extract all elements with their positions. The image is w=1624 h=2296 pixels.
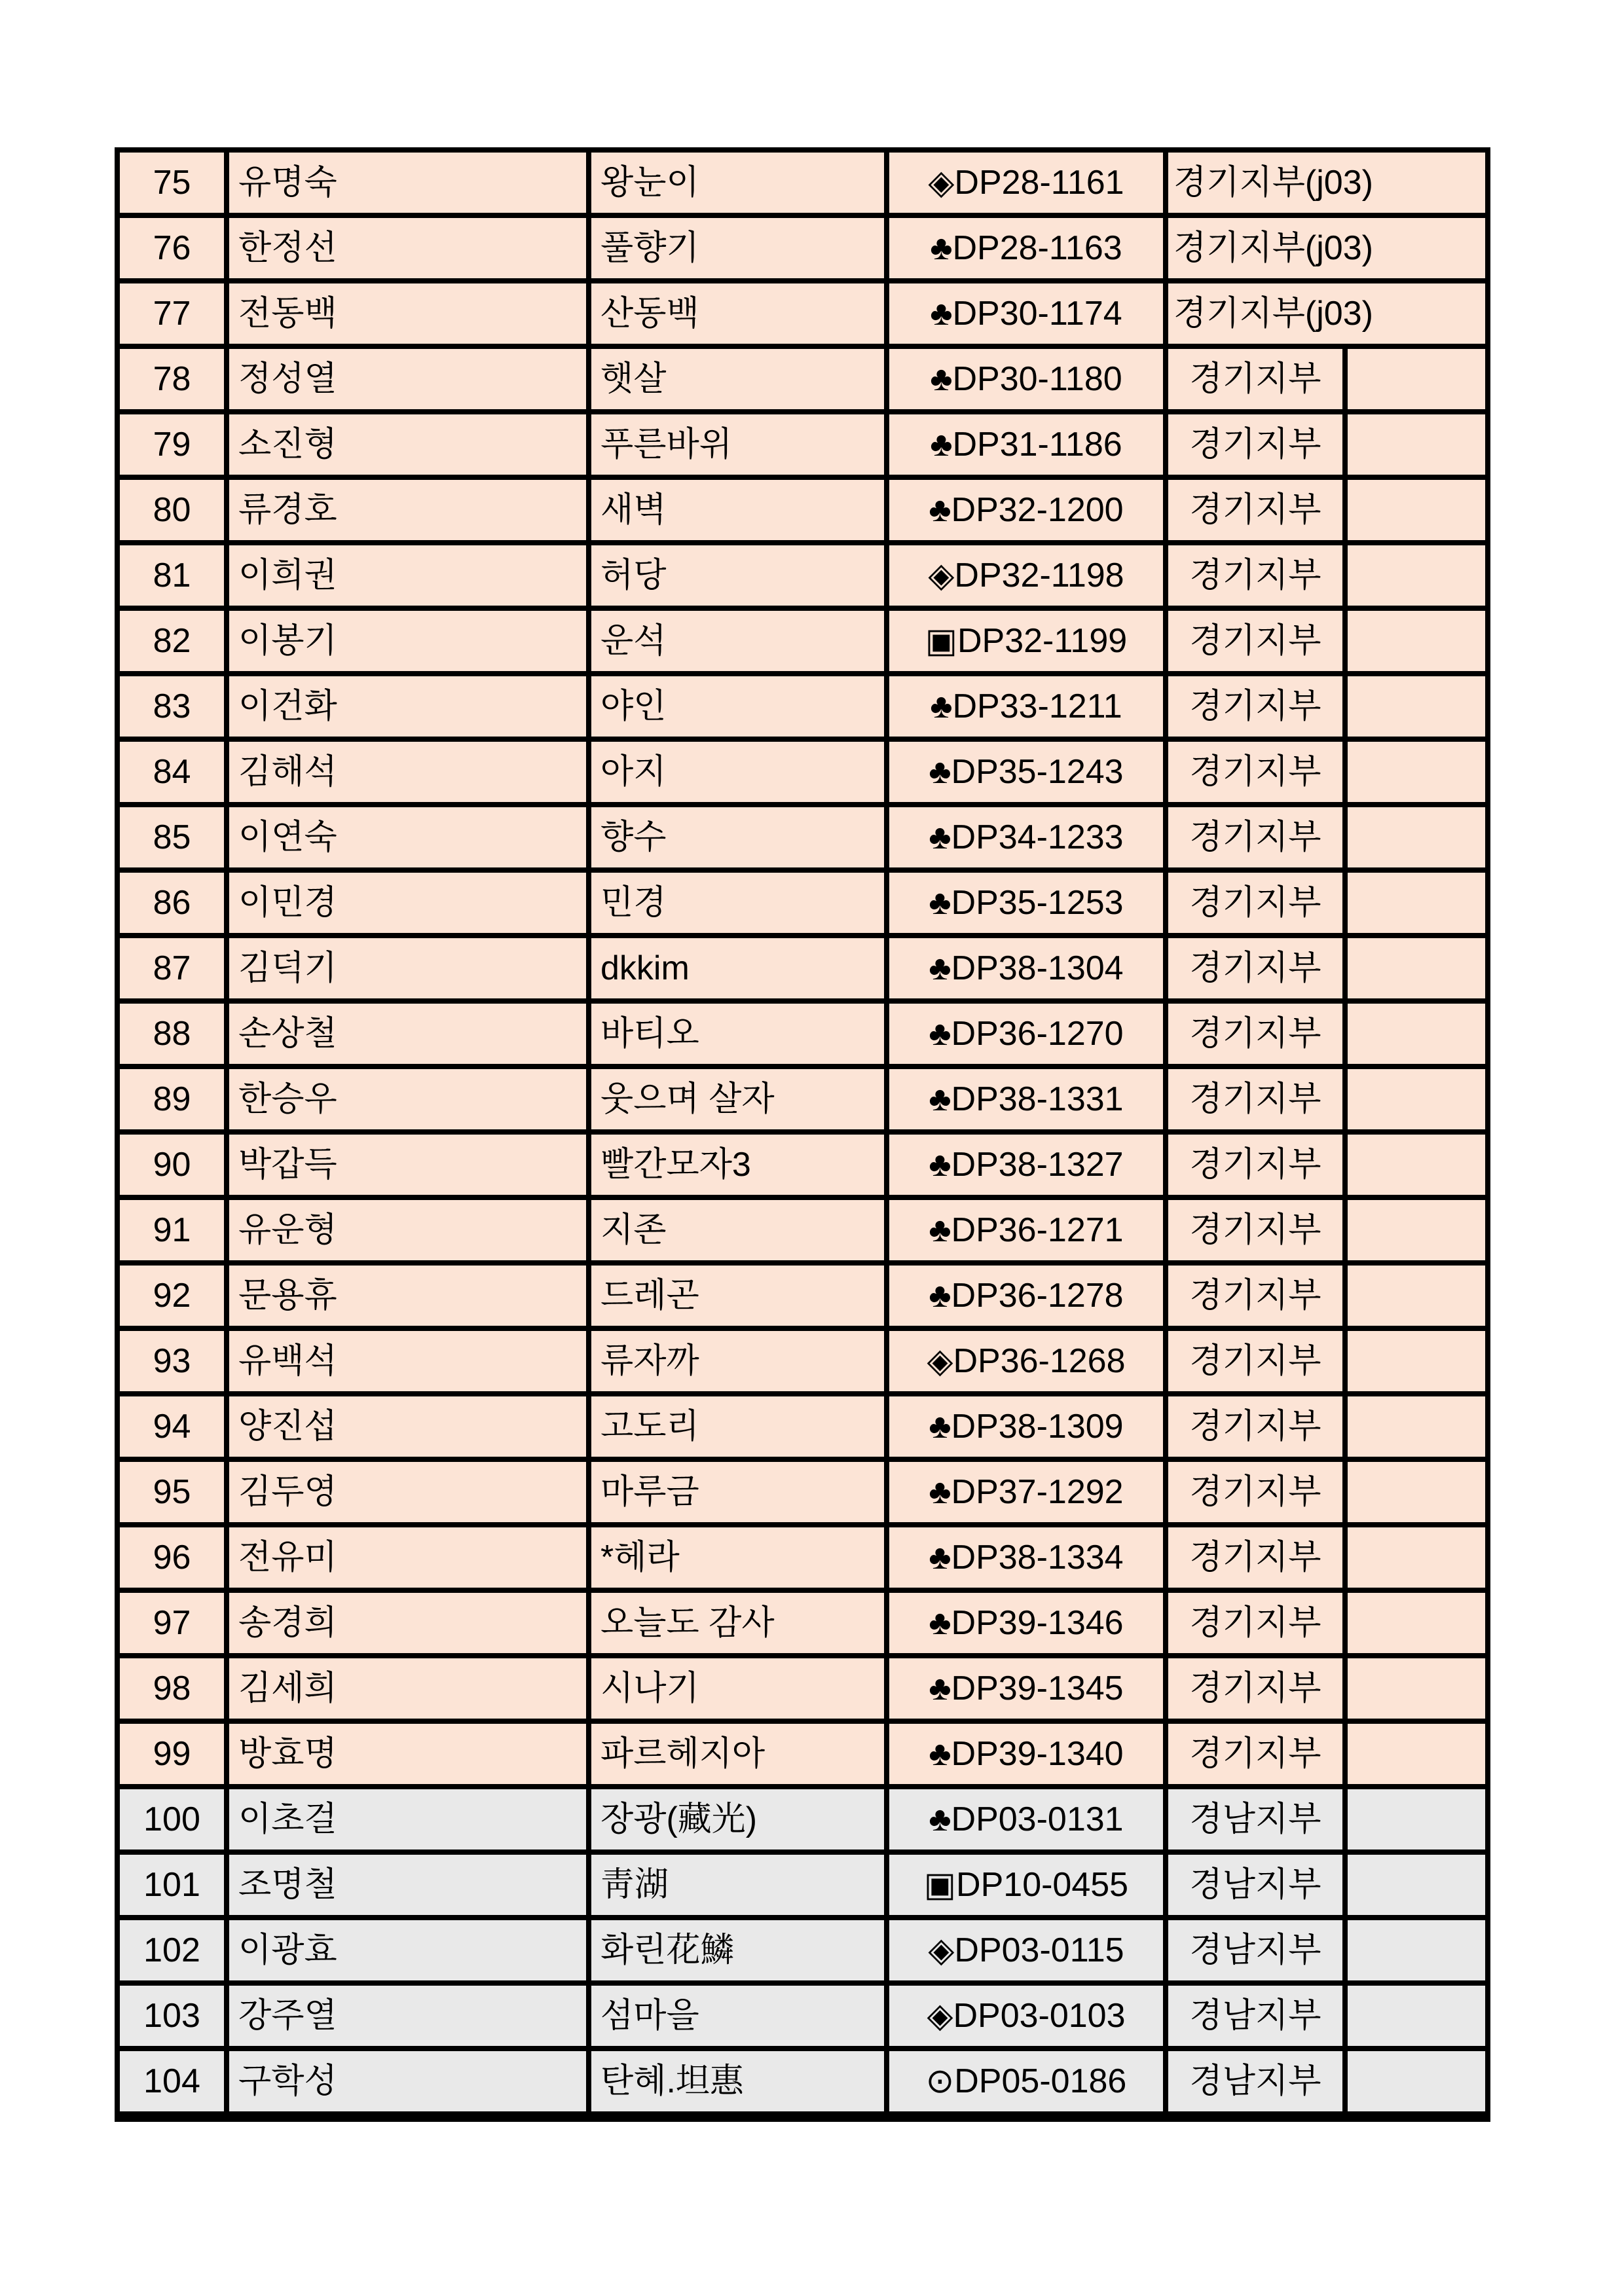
branch-cell: 경기지부 bbox=[1166, 739, 1345, 805]
registration-code: DP35-1243 bbox=[951, 753, 1124, 791]
table-row bbox=[117, 2049, 1488, 2117]
branch-cell: 경남지부 bbox=[1166, 1918, 1345, 1983]
table-row bbox=[117, 1983, 1488, 2049]
table-row bbox=[117, 281, 1488, 346]
nickname-cell: 운석 bbox=[589, 608, 887, 674]
registration-code: DP32-1200 bbox=[951, 491, 1124, 529]
member-roster-table bbox=[115, 147, 1490, 2122]
empty-cell bbox=[1345, 1394, 1488, 1459]
table-row bbox=[117, 608, 1488, 674]
empty-cell bbox=[1345, 1852, 1488, 1918]
registration-code: DP05-0186 bbox=[954, 2062, 1127, 2100]
table-row bbox=[117, 1394, 1488, 1459]
name-cell: 유명숙 bbox=[227, 150, 589, 215]
name-cell: 조명철 bbox=[227, 1852, 589, 1918]
club-icon: ♣ bbox=[929, 818, 951, 856]
row-number-cell: 95 bbox=[117, 1459, 227, 1525]
registration-code: DP38-1309 bbox=[951, 1408, 1124, 1446]
table-row bbox=[117, 1656, 1488, 1721]
row-number-cell: 97 bbox=[117, 1590, 227, 1656]
empty-cell bbox=[1345, 1132, 1488, 1197]
code-cell bbox=[887, 739, 1166, 805]
branch-cell: 경기지부 bbox=[1166, 1132, 1345, 1197]
table-row bbox=[117, 150, 1488, 215]
registration-code: DP36-1271 bbox=[951, 1211, 1124, 1249]
nickname-cell: 지존 bbox=[589, 1197, 887, 1263]
branch-cell: 경기지부 bbox=[1166, 870, 1345, 936]
empty-cell bbox=[1345, 1001, 1488, 1066]
registration-code: DP39-1345 bbox=[951, 1669, 1124, 1707]
table-row bbox=[117, 1787, 1488, 1852]
branch-cell: 경기지부(j03) bbox=[1166, 215, 1488, 281]
empty-cell bbox=[1345, 1590, 1488, 1656]
name-cell: 소진형 bbox=[227, 412, 589, 477]
club-icon: ♣ bbox=[929, 949, 951, 987]
code-cell bbox=[887, 1394, 1166, 1459]
branch-cell: 경기지부 bbox=[1166, 1328, 1345, 1394]
branch-cell: 경기지부 bbox=[1166, 1525, 1345, 1590]
registration-code: DP39-1346 bbox=[951, 1604, 1124, 1642]
code-cell bbox=[887, 543, 1166, 608]
table-row bbox=[117, 870, 1488, 936]
row-number-cell: 75 bbox=[117, 150, 227, 215]
nickname-cell: 햇살 bbox=[589, 346, 887, 412]
diamond-icon: ◈ bbox=[927, 1342, 953, 1380]
name-cell: 송경희 bbox=[227, 1590, 589, 1656]
club-icon: ♣ bbox=[929, 1277, 951, 1315]
club-icon: ♣ bbox=[929, 1408, 951, 1446]
code-cell bbox=[887, 1656, 1166, 1721]
code-cell bbox=[887, 1001, 1166, 1066]
registration-code: DP28-1163 bbox=[952, 229, 1122, 267]
club-icon: ♣ bbox=[929, 1146, 951, 1184]
nickname-cell: 장광(藏光) bbox=[589, 1787, 887, 1852]
name-cell: 이민경 bbox=[227, 870, 589, 936]
branch-cell: 경기지부 bbox=[1166, 477, 1345, 543]
registration-code: DP28-1161 bbox=[954, 164, 1124, 202]
row-number-cell: 84 bbox=[117, 739, 227, 805]
registration-code: DP38-1331 bbox=[951, 1080, 1124, 1118]
code-cell bbox=[887, 1197, 1166, 1263]
club-icon: ♣ bbox=[930, 687, 953, 725]
code-cell bbox=[887, 1590, 1166, 1656]
square-icon: ▣ bbox=[923, 1866, 957, 1904]
code-cell bbox=[887, 608, 1166, 674]
branch-cell: 경기지부 bbox=[1166, 674, 1345, 739]
name-cell: 정성열 bbox=[227, 346, 589, 412]
nickname-cell: 섬마을 bbox=[589, 1983, 887, 2049]
nickname-cell: 파르헤지아 bbox=[589, 1721, 887, 1787]
registration-code: DP30-1174 bbox=[952, 295, 1122, 333]
name-cell: 전유미 bbox=[227, 1525, 589, 1590]
registration-code: DP10-0455 bbox=[956, 1866, 1129, 1904]
name-cell: 박갑득 bbox=[227, 1132, 589, 1197]
table-row bbox=[117, 1132, 1488, 1197]
nickname-cell: 아지 bbox=[589, 739, 887, 805]
registration-code: DP32-1199 bbox=[957, 622, 1128, 660]
club-icon: ♣ bbox=[929, 1080, 951, 1118]
club-icon: ♣ bbox=[929, 1015, 951, 1053]
nickname-cell: 웃으며 살자 bbox=[589, 1066, 887, 1132]
code-cell bbox=[887, 346, 1166, 412]
row-number-cell: 94 bbox=[117, 1394, 227, 1459]
name-cell: 이건화 bbox=[227, 674, 589, 739]
empty-cell bbox=[1345, 543, 1488, 608]
code-cell bbox=[887, 1132, 1166, 1197]
registration-code: DP37-1292 bbox=[951, 1473, 1124, 1511]
code-cell bbox=[887, 1328, 1166, 1394]
club-icon: ♣ bbox=[930, 295, 953, 333]
empty-cell bbox=[1345, 1983, 1488, 2049]
empty-cell bbox=[1345, 1459, 1488, 1525]
branch-cell: 경기지부 bbox=[1166, 608, 1345, 674]
name-cell: 유백석 bbox=[227, 1328, 589, 1394]
club-icon: ♣ bbox=[929, 1800, 951, 1838]
nickname-cell: 민경 bbox=[589, 870, 887, 936]
row-number-cell: 89 bbox=[117, 1066, 227, 1132]
name-cell: 김세희 bbox=[227, 1656, 589, 1721]
name-cell: 이광효 bbox=[227, 1918, 589, 1983]
row-number-cell: 104 bbox=[117, 2049, 227, 2117]
row-number-cell: 83 bbox=[117, 674, 227, 739]
row-number-cell: 91 bbox=[117, 1197, 227, 1263]
nickname-cell: 바티오 bbox=[589, 1001, 887, 1066]
registration-code: DP32-1198 bbox=[954, 556, 1124, 594]
table-row bbox=[117, 805, 1488, 870]
empty-cell bbox=[1345, 870, 1488, 936]
registration-code: DP03-0115 bbox=[954, 1931, 1124, 1969]
name-cell: 김두영 bbox=[227, 1459, 589, 1525]
row-number-cell: 90 bbox=[117, 1132, 227, 1197]
registration-code: DP38-1334 bbox=[951, 1539, 1124, 1576]
registration-code: DP36-1270 bbox=[951, 1015, 1124, 1053]
club-icon: ♣ bbox=[930, 360, 953, 398]
row-number-cell: 101 bbox=[117, 1852, 227, 1918]
nickname-cell: dkkim bbox=[589, 936, 887, 1001]
name-cell: 양진섭 bbox=[227, 1394, 589, 1459]
row-number-cell: 92 bbox=[117, 1263, 227, 1328]
table-row bbox=[117, 1918, 1488, 1983]
empty-cell bbox=[1345, 2049, 1488, 2117]
empty-cell bbox=[1345, 739, 1488, 805]
row-number-cell: 79 bbox=[117, 412, 227, 477]
name-cell: 이희권 bbox=[227, 543, 589, 608]
nickname-cell: 새벽 bbox=[589, 477, 887, 543]
row-number-cell: 88 bbox=[117, 1001, 227, 1066]
row-number-cell: 80 bbox=[117, 477, 227, 543]
empty-cell bbox=[1345, 1721, 1488, 1787]
nickname-cell: 시나기 bbox=[589, 1656, 887, 1721]
row-number-cell: 93 bbox=[117, 1328, 227, 1394]
code-cell bbox=[887, 1459, 1166, 1525]
club-icon: ♣ bbox=[929, 1735, 951, 1773]
row-number-cell: 103 bbox=[117, 1983, 227, 2049]
table-row bbox=[117, 346, 1488, 412]
member-roster-rows bbox=[117, 150, 1488, 2117]
branch-cell: 경기지부 bbox=[1166, 805, 1345, 870]
row-number-cell: 98 bbox=[117, 1656, 227, 1721]
branch-cell: 경기지부 bbox=[1166, 1590, 1345, 1656]
empty-cell bbox=[1345, 1263, 1488, 1328]
row-number-cell: 82 bbox=[117, 608, 227, 674]
club-icon: ♣ bbox=[929, 753, 951, 791]
name-cell: 이연숙 bbox=[227, 805, 589, 870]
table-row bbox=[117, 1197, 1488, 1263]
empty-cell bbox=[1345, 1328, 1488, 1394]
name-cell: 방효명 bbox=[227, 1721, 589, 1787]
table-row bbox=[117, 1001, 1488, 1066]
name-cell: 한승우 bbox=[227, 1066, 589, 1132]
name-cell: 전동백 bbox=[227, 281, 589, 346]
table-row bbox=[117, 1721, 1488, 1787]
diamond-icon: ◈ bbox=[928, 556, 955, 594]
table-row bbox=[117, 1066, 1488, 1132]
name-cell: 구학성 bbox=[227, 2049, 589, 2117]
square-icon: ▣ bbox=[925, 622, 957, 660]
code-cell bbox=[887, 1983, 1166, 2049]
club-icon: ♣ bbox=[930, 426, 953, 464]
code-cell bbox=[887, 215, 1166, 281]
branch-cell: 경기지부 bbox=[1166, 1263, 1345, 1328]
registration-code: DP31-1186 bbox=[952, 426, 1122, 464]
code-cell bbox=[887, 1852, 1166, 1918]
nickname-cell: 왕눈이 bbox=[589, 150, 887, 215]
empty-cell bbox=[1345, 1525, 1488, 1590]
row-number-cell: 96 bbox=[117, 1525, 227, 1590]
table-row bbox=[117, 739, 1488, 805]
registration-code: DP38-1327 bbox=[951, 1146, 1124, 1184]
table-row bbox=[117, 543, 1488, 608]
table-row bbox=[117, 1328, 1488, 1394]
branch-cell: 경기지부 bbox=[1166, 1459, 1345, 1525]
row-number-cell: 78 bbox=[117, 346, 227, 412]
name-cell: 김덕기 bbox=[227, 936, 589, 1001]
nickname-cell: 오늘도 감사 bbox=[589, 1590, 887, 1656]
nickname-cell: 야인 bbox=[589, 674, 887, 739]
empty-cell bbox=[1345, 805, 1488, 870]
row-number-cell: 87 bbox=[117, 936, 227, 1001]
table-row bbox=[117, 1525, 1488, 1590]
name-cell: 이초걸 bbox=[227, 1787, 589, 1852]
nickname-cell: 화린花鱗 bbox=[589, 1918, 887, 1983]
diamond-icon: ◈ bbox=[927, 1997, 953, 2035]
table-row bbox=[117, 1263, 1488, 1328]
code-cell bbox=[887, 1787, 1166, 1852]
nickname-cell: 향수 bbox=[589, 805, 887, 870]
row-number-cell: 100 bbox=[117, 1787, 227, 1852]
club-icon: ♣ bbox=[929, 1669, 951, 1707]
branch-cell: 경남지부 bbox=[1166, 2049, 1345, 2117]
table-row bbox=[117, 1852, 1488, 1918]
club-icon: ♣ bbox=[929, 1211, 951, 1249]
diamond-icon: ◈ bbox=[928, 164, 955, 202]
table-row bbox=[117, 1590, 1488, 1656]
registration-code: DP30-1180 bbox=[952, 360, 1122, 398]
empty-cell bbox=[1345, 1918, 1488, 1983]
branch-cell: 경남지부 bbox=[1166, 1983, 1345, 2049]
name-cell: 김해석 bbox=[227, 739, 589, 805]
nickname-cell: 고도리 bbox=[589, 1394, 887, 1459]
name-cell: 이봉기 bbox=[227, 608, 589, 674]
registration-code: DP38-1304 bbox=[951, 949, 1124, 987]
table-row bbox=[117, 1459, 1488, 1525]
branch-cell: 경기지부 bbox=[1166, 936, 1345, 1001]
nickname-cell: 탄혜.坦惠 bbox=[589, 2049, 887, 2117]
code-cell bbox=[887, 870, 1166, 936]
code-cell bbox=[887, 805, 1166, 870]
nickname-cell: 풀향기 bbox=[589, 215, 887, 281]
club-icon: ♣ bbox=[929, 1539, 951, 1576]
branch-cell: 경기지부 bbox=[1166, 1001, 1345, 1066]
nickname-cell: 허당 bbox=[589, 543, 887, 608]
empty-cell bbox=[1345, 674, 1488, 739]
code-cell bbox=[887, 936, 1166, 1001]
nickname-cell: 靑湖 bbox=[589, 1852, 887, 1918]
code-cell bbox=[887, 477, 1166, 543]
branch-cell: 경기지부 bbox=[1166, 1656, 1345, 1721]
empty-cell bbox=[1345, 412, 1488, 477]
club-icon: ♣ bbox=[929, 884, 951, 922]
name-cell: 문용휴 bbox=[227, 1263, 589, 1328]
club-icon: ♣ bbox=[929, 1604, 951, 1642]
branch-cell: 경남지부 bbox=[1166, 1787, 1345, 1852]
name-cell: 한정선 bbox=[227, 215, 589, 281]
code-cell bbox=[887, 1525, 1166, 1590]
table-row bbox=[117, 936, 1488, 1001]
branch-cell: 경기지부 bbox=[1166, 543, 1345, 608]
registration-code: DP03-0131 bbox=[951, 1800, 1124, 1838]
row-number-cell: 85 bbox=[117, 805, 227, 870]
branch-cell: 경기지부 bbox=[1166, 1066, 1345, 1132]
registration-code: DP03-0103 bbox=[953, 1997, 1126, 2035]
branch-cell: 경기지부(j03) bbox=[1166, 150, 1488, 215]
branch-cell: 경남지부 bbox=[1166, 1852, 1345, 1918]
circle-dot-icon: ⊙ bbox=[925, 2062, 955, 2100]
nickname-cell: 빨간모자3 bbox=[589, 1132, 887, 1197]
row-number-cell: 99 bbox=[117, 1721, 227, 1787]
code-cell bbox=[887, 1918, 1166, 1983]
row-number-cell: 76 bbox=[117, 215, 227, 281]
code-cell bbox=[887, 674, 1166, 739]
registration-code: DP39-1340 bbox=[951, 1735, 1124, 1773]
registration-code: DP35-1253 bbox=[951, 884, 1124, 922]
empty-cell bbox=[1345, 608, 1488, 674]
table-row bbox=[117, 412, 1488, 477]
registration-code: DP36-1268 bbox=[953, 1342, 1126, 1380]
branch-cell: 경기지부 bbox=[1166, 1197, 1345, 1263]
table-row bbox=[117, 477, 1488, 543]
code-cell bbox=[887, 2049, 1166, 2117]
branch-cell: 경기지부 bbox=[1166, 1394, 1345, 1459]
code-cell bbox=[887, 412, 1166, 477]
registration-code: DP36-1278 bbox=[951, 1277, 1124, 1315]
row-number-cell: 77 bbox=[117, 281, 227, 346]
empty-cell bbox=[1345, 1197, 1488, 1263]
branch-cell: 경기지부 bbox=[1166, 412, 1345, 477]
branch-cell: 경기지부 bbox=[1166, 346, 1345, 412]
nickname-cell: 류자까 bbox=[589, 1328, 887, 1394]
code-cell bbox=[887, 150, 1166, 215]
table-row bbox=[117, 674, 1488, 739]
club-icon: ♣ bbox=[929, 491, 951, 529]
code-cell bbox=[887, 281, 1166, 346]
table-row bbox=[117, 215, 1488, 281]
club-icon: ♣ bbox=[929, 1473, 951, 1511]
empty-cell bbox=[1345, 1066, 1488, 1132]
nickname-cell: 산동백 bbox=[589, 281, 887, 346]
club-icon: ♣ bbox=[930, 229, 953, 267]
registration-code: DP34-1233 bbox=[951, 818, 1124, 856]
registration-code: DP33-1211 bbox=[952, 687, 1122, 725]
empty-cell bbox=[1345, 936, 1488, 1001]
row-number-cell: 86 bbox=[117, 870, 227, 936]
name-cell: 유운형 bbox=[227, 1197, 589, 1263]
row-number-cell: 81 bbox=[117, 543, 227, 608]
name-cell: 손상철 bbox=[227, 1001, 589, 1066]
name-cell: 류경호 bbox=[227, 477, 589, 543]
branch-cell: 경기지부(j03) bbox=[1166, 281, 1488, 346]
diamond-icon: ◈ bbox=[928, 1931, 955, 1969]
code-cell bbox=[887, 1066, 1166, 1132]
name-cell: 강주열 bbox=[227, 1983, 589, 2049]
nickname-cell: *헤라 bbox=[589, 1525, 887, 1590]
empty-cell bbox=[1345, 1656, 1488, 1721]
empty-cell bbox=[1345, 1787, 1488, 1852]
nickname-cell: 마루금 bbox=[589, 1459, 887, 1525]
code-cell bbox=[887, 1721, 1166, 1787]
code-cell bbox=[887, 1263, 1166, 1328]
empty-cell bbox=[1345, 346, 1488, 412]
branch-cell: 경기지부 bbox=[1166, 1721, 1345, 1787]
nickname-cell: 푸른바위 bbox=[589, 412, 887, 477]
row-number-cell: 102 bbox=[117, 1918, 227, 1983]
nickname-cell: 드레곤 bbox=[589, 1263, 887, 1328]
empty-cell bbox=[1345, 477, 1488, 543]
